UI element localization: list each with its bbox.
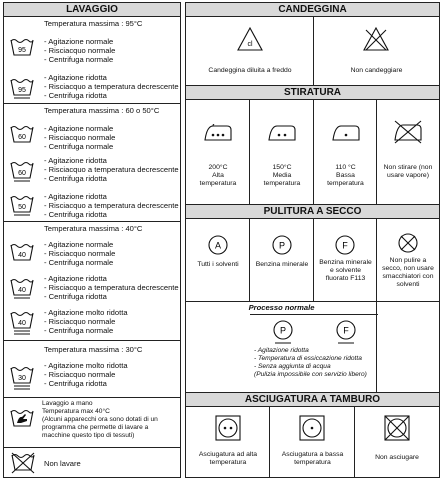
section-95 bbox=[4, 17, 180, 104]
washtub-95-icon bbox=[10, 37, 34, 62]
section-no-wash bbox=[4, 448, 180, 478]
tumble-low-icon bbox=[299, 415, 325, 446]
heading-30: Temperatura massima : 30°C bbox=[44, 345, 143, 354]
svg-text:F: F bbox=[343, 325, 349, 336]
no-dry-clean-cell bbox=[377, 219, 439, 301]
no-wash-label: Non lavare bbox=[44, 459, 81, 468]
text-40-very-reduced: - Agitazione molto ridotta - Risciacquo normale - Centrifuga normale bbox=[44, 308, 128, 335]
hand-wash-icon bbox=[10, 408, 34, 435]
svg-text:A: A bbox=[214, 240, 222, 251]
dry-clean-a-icon bbox=[208, 235, 228, 260]
text-40-reduced: - Agitazione ridotta - Risciacquo a temperatura decrescente - Centrifuga ridotta bbox=[44, 274, 179, 301]
pulitura-row bbox=[186, 219, 439, 302]
no-bleach-icon bbox=[363, 27, 389, 56]
iron-high-label: 200°C Alta temperatura bbox=[199, 164, 237, 187]
process-divider bbox=[250, 314, 378, 315]
svg-text:50: 50 bbox=[18, 204, 26, 211]
iron-low-icon bbox=[331, 124, 361, 147]
bleach-cold-cell bbox=[186, 17, 314, 85]
lavaggio-panel bbox=[3, 2, 181, 478]
text-30: - Agitazione molto ridotta - Risciacquo normale - Centrifuga ridotta bbox=[44, 361, 128, 388]
svg-text:60: 60 bbox=[18, 170, 26, 177]
text-40-normal: - Agitazione normale - Risciacquo normale - Centrifuga normale bbox=[44, 240, 116, 267]
dry-clean-f-icon bbox=[335, 235, 355, 260]
tumble-high-label: Asciugatura ad alta temperatura bbox=[198, 451, 258, 466]
section-40 bbox=[4, 222, 180, 341]
svg-text:40: 40 bbox=[18, 252, 26, 259]
svg-text:cl: cl bbox=[247, 41, 253, 48]
no-bleach-cell bbox=[314, 17, 439, 85]
svg-text:40: 40 bbox=[18, 287, 26, 294]
process-notes: - Agitazione ridotta - Temperatura di essiccazione ridotta - Senza aggiunta di acqua (Pulizia impossibile con servizio libero) bbox=[254, 347, 367, 378]
section-60 bbox=[4, 104, 180, 222]
heading-95: Temperatura massima : 95°C bbox=[44, 19, 143, 28]
svg-text:30: 30 bbox=[18, 375, 26, 382]
process-normal-title: Processo normale bbox=[248, 303, 315, 312]
no-iron-icon bbox=[393, 120, 423, 149]
washtub-60-reduced-icon bbox=[10, 160, 34, 187]
tumble-low-label: Asciugatura a bassa temperatura bbox=[281, 451, 344, 466]
heading-40: Temperatura massima : 40°C bbox=[44, 224, 143, 233]
tumble-high-icon bbox=[215, 415, 241, 446]
heading-60: Temperatura massima : 60 o 50°C bbox=[44, 106, 160, 115]
no-tumble-cell bbox=[355, 407, 439, 477]
bleach-cold-label: Candeggina diluita a freddo bbox=[208, 67, 292, 74]
text-60-normal: - Agitazione normale - Risciacquo normale - Centrifuga normale bbox=[44, 124, 116, 151]
text-60-reduced: - Agitazione ridotta - Risciacquo a temperatura decrescente - Centrifuga ridotta bbox=[44, 156, 179, 183]
section-hand-wash bbox=[4, 398, 180, 448]
text-50-reduced: - Agitazione ridotta - Risciacquo a temperatura decrescente - Centrifuga ridotta bbox=[44, 192, 179, 219]
iron-medium-icon bbox=[267, 124, 297, 147]
dry-clean-p-label: Benzina minerale bbox=[255, 261, 309, 268]
asciugatura-row bbox=[186, 407, 439, 477]
tumble-low-cell bbox=[270, 407, 355, 477]
section-30 bbox=[4, 341, 180, 398]
dry-clean-p-cell bbox=[250, 219, 314, 301]
tumble-high-cell bbox=[186, 407, 270, 477]
svg-text:P: P bbox=[278, 240, 286, 251]
text-95-normal: - Agitazione normale - Risciacquo normale - Centrifuga normale bbox=[44, 37, 116, 64]
washtub-40-icon bbox=[10, 242, 34, 267]
stiratura-row bbox=[186, 100, 439, 204]
no-bleach-label: Non candeggiare bbox=[350, 67, 403, 74]
washtub-95-reduced-icon bbox=[10, 77, 34, 104]
iron-low-label: 110 °C Bassa temperatura bbox=[327, 164, 364, 187]
no-tumble-icon bbox=[384, 415, 410, 446]
washtub-50-reduced-icon bbox=[10, 194, 34, 221]
dry-clean-p-icon bbox=[272, 235, 292, 260]
dry-clean-a-cell bbox=[186, 219, 250, 301]
hand-wash-text: Lavaggio a mano Temperatura max 40°C (Alcuni apparecchi ora sono dotati di un programma che permette di lavare a macchine questo tipo di tessuti) bbox=[42, 400, 158, 439]
svg-text:60: 60 bbox=[18, 134, 26, 141]
washtub-95-label: 95 bbox=[18, 47, 26, 54]
process-normal-box bbox=[186, 302, 377, 392]
asciugatura-title: ASCIUGATURA A TAMBURO bbox=[186, 392, 439, 407]
washtub-40-very-reduced-icon bbox=[10, 310, 34, 340]
lavaggio-title: LAVAGGIO bbox=[4, 3, 180, 17]
iron-low-cell bbox=[314, 100, 377, 204]
svg-text:P: P bbox=[279, 325, 287, 336]
iron-medium-label: 150°C Media temperatura bbox=[263, 164, 301, 187]
no-iron-label: Non stirare (non usare vapore) bbox=[383, 164, 433, 179]
process-f-icon bbox=[335, 320, 357, 350]
svg-text:40: 40 bbox=[18, 320, 26, 327]
iron-high-cell bbox=[186, 100, 250, 204]
iron-high-icon bbox=[203, 124, 233, 147]
no-tumble-label: Non asciugare bbox=[375, 454, 419, 461]
dry-clean-a-label: Tutti i solventi bbox=[197, 261, 239, 268]
candeggina-title: CANDEGGINA bbox=[186, 3, 439, 17]
washtub-60-icon bbox=[10, 124, 34, 149]
no-dry-clean-label: Non pulire a secco, non usare smacchiatori con solventi bbox=[382, 257, 434, 288]
text-95-reduced: - Agitazione ridotta - Risciacquo a temperatura decrescente - Centrifuga ridotta bbox=[44, 73, 179, 100]
no-wash-icon bbox=[10, 452, 36, 479]
washtub-40-reduced-icon bbox=[10, 277, 34, 304]
no-iron-cell bbox=[377, 100, 439, 204]
washtub-30-icon bbox=[10, 365, 34, 395]
pulitura-title: PULITURA A SECCO bbox=[186, 204, 439, 219]
process-p-icon bbox=[272, 320, 294, 350]
svg-text:F: F bbox=[342, 240, 348, 251]
washtub-95-reduced-label: 95 bbox=[18, 87, 26, 94]
candeggina-row bbox=[186, 17, 439, 85]
bleach-triangle-icon bbox=[237, 27, 263, 56]
iron-medium-cell bbox=[250, 100, 314, 204]
dry-clean-f-cell bbox=[314, 219, 377, 301]
no-dry-clean-icon bbox=[398, 233, 418, 258]
stiratura-title: STIRATURA bbox=[186, 85, 439, 100]
right-panel bbox=[185, 2, 440, 478]
dry-clean-f-label: Benzina minerale e solvente fluorato F113 bbox=[319, 259, 372, 282]
